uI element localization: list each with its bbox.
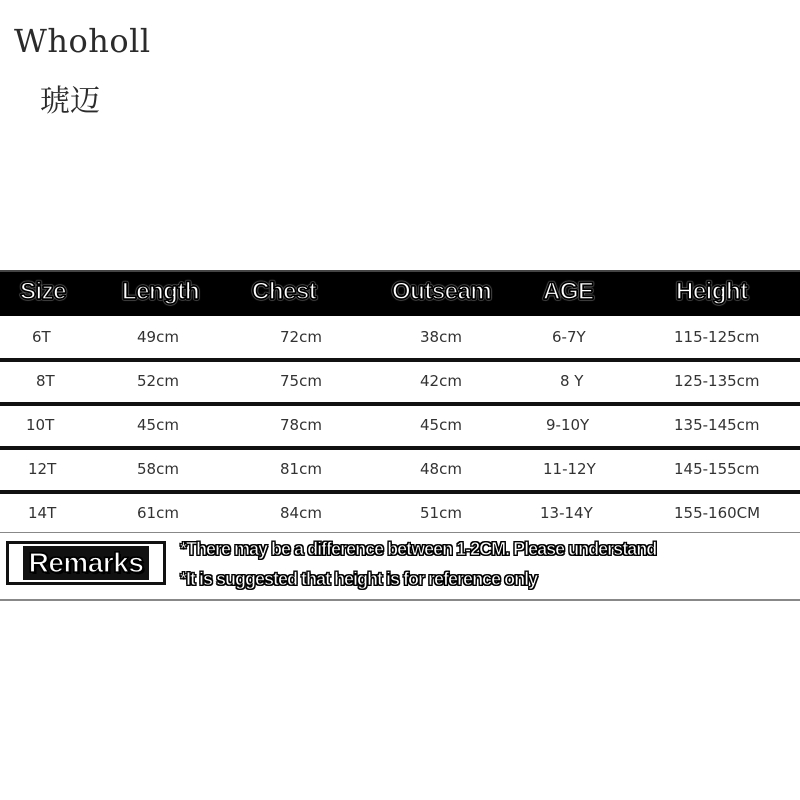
cell-outseam: 42cm: [420, 372, 462, 390]
cell-height: 125-135cm: [674, 372, 760, 390]
table-row: [0, 318, 800, 362]
table-header-row: [0, 272, 800, 318]
cell-outseam: 51cm: [420, 504, 462, 522]
cell-chest: 75cm: [280, 372, 322, 390]
cell-length: 49cm: [137, 328, 179, 346]
cell-age: 13-14Y: [540, 504, 593, 522]
header-outseam: Outseam: [392, 278, 492, 305]
cell-age: 11-12Y: [543, 460, 596, 478]
brand-name: Whoholl: [14, 22, 151, 60]
cell-height: 155-160CM: [674, 504, 761, 522]
header-size: Size: [20, 278, 67, 305]
remarks-section: [0, 532, 800, 601]
cell-height: 135-145cm: [674, 416, 760, 434]
cell-chest: 84cm: [280, 504, 322, 522]
cell-age: 9-10Y: [546, 416, 590, 434]
cell-height: 115-125cm: [674, 328, 760, 346]
cell-age: 6-7Y: [552, 328, 586, 346]
remark-note: *There may be a difference between 1-2CM. Please understand: [180, 539, 657, 559]
table-row: [0, 406, 800, 450]
cell-length: 52cm: [137, 372, 179, 390]
cell-size: 6T: [32, 328, 51, 346]
cell-size: 14T: [28, 504, 57, 522]
remark-note: *It is suggested that height is for reference only: [180, 569, 538, 589]
cell-height: 145-155cm: [674, 460, 760, 478]
header-height: Height: [676, 278, 748, 305]
cell-size: 8T: [36, 372, 55, 390]
header-chest: Chest: [252, 278, 317, 305]
cell-age: 8 Y: [560, 372, 584, 390]
cell-length: 58cm: [137, 460, 179, 478]
cell-size: 12T: [28, 460, 57, 478]
table-row: [0, 362, 800, 406]
size-chart-table: [0, 270, 800, 534]
cell-chest: 72cm: [280, 328, 322, 346]
cell-chest: 78cm: [280, 416, 322, 434]
remarks-badge: [6, 541, 166, 585]
cell-outseam: 48cm: [420, 460, 462, 478]
cell-length: 45cm: [137, 416, 179, 434]
cell-chest: 81cm: [280, 460, 322, 478]
cell-length: 61cm: [137, 504, 179, 522]
cell-outseam: 38cm: [420, 328, 462, 346]
brand-subtitle: 琥迈: [40, 84, 100, 119]
header-age: AGE: [543, 278, 594, 305]
cell-outseam: 45cm: [420, 416, 462, 434]
table-row: [0, 450, 800, 494]
header-length: Length: [122, 278, 199, 305]
table-row: [0, 494, 800, 534]
remarks-label: Remarks: [23, 546, 150, 580]
cell-size: 10T: [26, 416, 55, 434]
